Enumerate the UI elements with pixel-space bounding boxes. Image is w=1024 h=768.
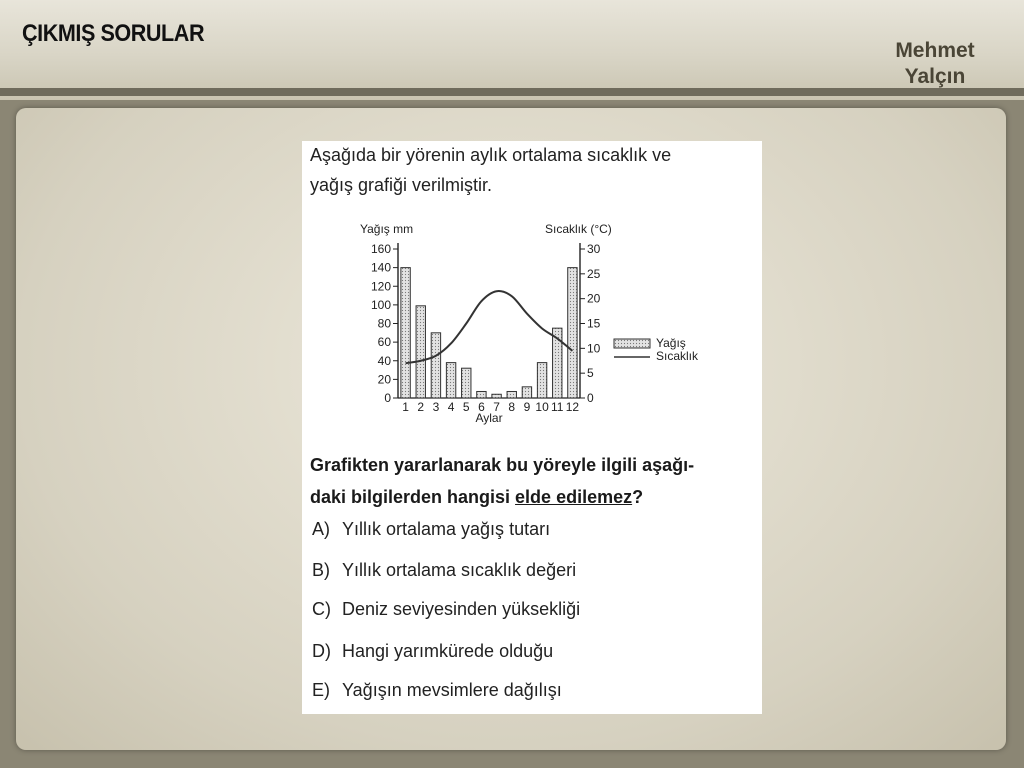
legend-precip-swatch xyxy=(614,339,650,348)
option-letter: B) xyxy=(312,560,330,580)
x-tick-label: 12 xyxy=(565,400,580,414)
x-tick-label: 3 xyxy=(432,400,440,414)
x-tick-label: 8 xyxy=(508,400,516,414)
precip-bar xyxy=(446,363,455,398)
prompt-suffix: ? xyxy=(632,487,644,507)
left-tick-label: 80 xyxy=(377,316,391,331)
right-tick-label: 15 xyxy=(587,316,601,331)
slide-title: ÇIKMIŞ SORULAR xyxy=(22,20,205,47)
x-tick-label: 6 xyxy=(478,400,485,414)
left-tick-label: 20 xyxy=(377,372,391,387)
left-tick-label: 160 xyxy=(370,242,391,256)
left-tick-label: 100 xyxy=(370,297,391,312)
precip-bar xyxy=(507,391,516,398)
author-name xyxy=(870,38,1000,90)
precip-bar xyxy=(522,387,531,398)
option-letter: E) xyxy=(312,680,330,700)
right-tick-label: 0 xyxy=(587,391,594,405)
right-tick-label: 25 xyxy=(587,266,601,281)
right-tick-label: 5 xyxy=(587,366,594,381)
question-intro-line-1: Aşağıda bir yörenin aylık ortalama sıcaklık ve xyxy=(310,145,672,165)
prompt-prefix: daki bilgilerden hangisi xyxy=(310,487,516,507)
option-text: Yıllık ortalama sıcaklık değeri xyxy=(342,560,577,580)
question-prompt-line-1: Grafikten yararlanarak bu yöreyle ilgili aşağı- xyxy=(310,455,695,475)
author-first-name: Mehmet xyxy=(895,39,975,62)
author-last-name: Yalçın xyxy=(904,65,966,88)
right-tick-label: 20 xyxy=(587,291,601,306)
right-tick-label: 10 xyxy=(587,341,601,356)
precip-bar xyxy=(537,363,546,398)
x-tick-label: 11 xyxy=(551,400,564,414)
option-d[interactable] xyxy=(312,641,553,662)
left-tick-label: 40 xyxy=(377,353,391,368)
temperature-line xyxy=(406,291,573,363)
precip-bar xyxy=(431,333,440,398)
left-tick-label: 140 xyxy=(370,260,391,275)
precip-bar xyxy=(401,268,410,398)
precip-bar xyxy=(492,394,501,398)
legend-precip-label: Yağış xyxy=(656,336,686,350)
right-tick-label: 30 xyxy=(587,242,601,256)
option-letter: A) xyxy=(312,519,330,539)
precip-bar xyxy=(462,368,471,398)
question-card xyxy=(302,141,762,714)
precip-bar xyxy=(568,268,577,398)
x-tick-label: 5 xyxy=(462,400,470,414)
question-intro-line-2: yağış grafiği verilmiştir. xyxy=(310,175,493,195)
left-tick-label: 120 xyxy=(370,279,391,294)
left-tick-label: 0 xyxy=(384,391,391,405)
option-text: Hangi yarımkürede olduğu xyxy=(342,641,554,661)
option-letter: D) xyxy=(312,641,331,661)
precip-bar xyxy=(477,391,486,398)
left-axis-title: Yağış mm xyxy=(360,222,414,236)
prompt-emphasis: elde edilemez xyxy=(515,487,633,507)
option-b[interactable] xyxy=(312,560,576,581)
left-tick-label: 60 xyxy=(377,335,391,350)
x-axis-title: Aylar xyxy=(475,411,503,425)
x-tick-label: 10 xyxy=(535,400,549,414)
option-c[interactable] xyxy=(312,599,580,620)
x-tick-label: 4 xyxy=(447,400,455,414)
question-prompt-line-2 xyxy=(310,481,694,513)
option-e[interactable] xyxy=(312,680,562,701)
precip-bar xyxy=(416,306,425,398)
option-text: Deniz seviyesinden yüksekliği xyxy=(342,599,581,619)
option-text: Yağışın mevsimlere dağılışı xyxy=(342,680,562,700)
right-axis-title: Sıcaklık (°C) xyxy=(545,222,612,236)
option-text: Yıllık ortalama yağış tutarı xyxy=(342,519,551,539)
x-tick-label: 2 xyxy=(417,400,425,414)
x-tick-label: 9 xyxy=(523,400,531,414)
x-tick-label: 1 xyxy=(402,400,409,414)
climate-chart xyxy=(302,141,762,431)
legend-temp-label: Sıcaklık xyxy=(656,349,699,363)
option-a[interactable] xyxy=(312,519,550,540)
question-prompt xyxy=(310,449,694,513)
option-letter: C) xyxy=(312,599,331,619)
x-tick-label: 7 xyxy=(493,400,500,414)
